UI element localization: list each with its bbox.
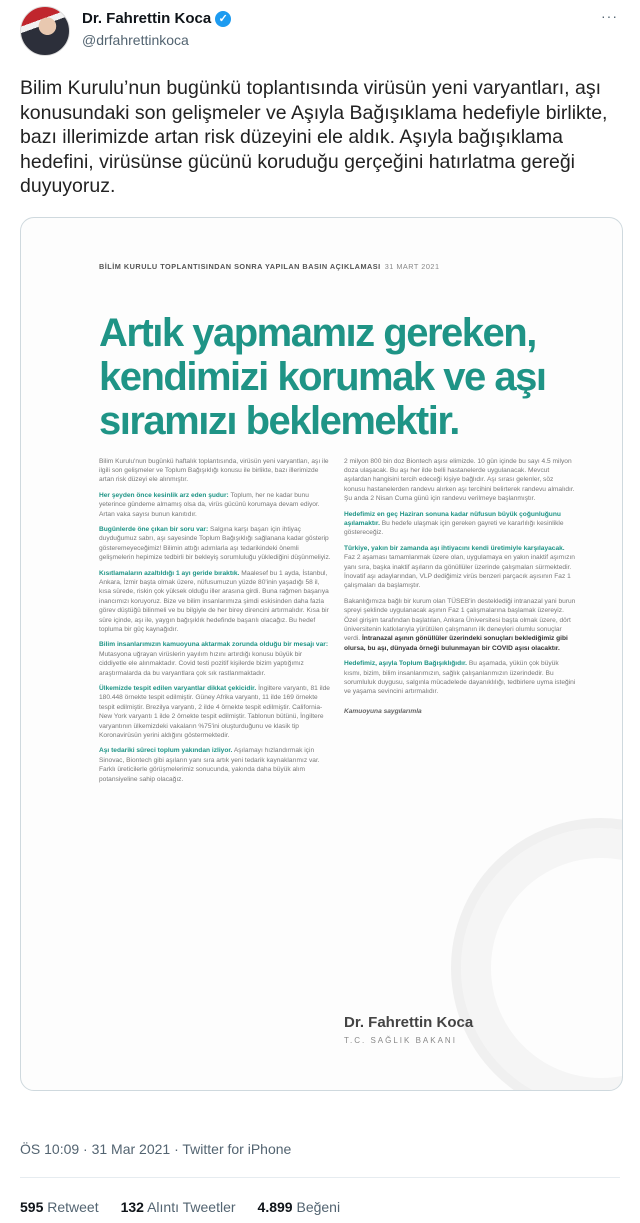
document-paragraph [344,597,576,653]
paragraph-body: Bakanlığımıza bağlı bir kurum olan TÜSEB'in desteklediği intranazal yani burun spreyi şeklinde uygulanacak aşının Faz 1 çalışmalarına başlamak üzereyiz. Özel girişim tarafından başlatılan, Ankara Üniversitesi başta olmak üzere, dört üniversitenin katkılarıyla yürütülen çalışmanın ilk deneyleri olumlu sonuçlar verdi. [344,597,576,643]
paragraph-body: Maalesef bu 1 ayda, İstanbul, Ankara, İzmir başta olmak üzere, nüfusumuzun yüzde 80'inin yaşadığı 58 il, kısa sürede, riskin çok yüksek olduğu iller arasına girdi. Buna rağmen başarıya inancımızı koruyoruz. Bize ve bilim insanlarımıza şimdi eskisinden daha fazla görev düştüğü bilinmeli ve bu bilgiyle de her birey direncini artırmalıdır. Kısa bir süre içinde, aşı ile, yaygın bağışıklık hedefinde başarılı olacağız. Bu hedef topluma bir güç kaynağıdır. [99,569,329,633]
author-name[interactable]: Dr. Fahrettin Koca ✓ [82,10,231,27]
paragraph-body: Faz 2 aşaması tamamlanmak üzere olan, uygulamaya en yakın inaktif aşımızın yanı sıra, başka inaktif aşıların da gönüllüler üzerinde çalışmaları sürmektedir. İnovatif aşı adaylarından, VLP dediğimiz virüs benzeri parçacık aşısının Faz 1 çalışmaları da başlamıştır. [344,554,575,590]
paragraph-lead: Ülkemizde tespit edilen varyantlar dikkat çekicidir. [99,685,257,693]
document-paragraph [99,640,331,678]
verified-badge-icon: ✓ [215,11,231,27]
paragraph-body: Mutasyona uğrayan virüslerin yayılım hızını artırdığı konusu büyük bir ciddiyetle ele alınmaktadır. Covid testi pozitif kişilerde bizim yaptığımız araştırmalarda da bu varyantlara çok sık rastlanmaktadır. [99,650,304,677]
paragraph-lead: Kısıtlamaların azaltıldığı 1 ayı geride bıraktık. [99,569,240,577]
tweet-header [0,0,640,70]
paragraph-emphasis: İntranazal aşının gönüllüler üzerindeki sonuçları beklediğimiz gibi olursa, bu aşı, dünyada örneği bulunmayan bir COVID aşısı olacaktır. [344,635,568,652]
document-paragraph [99,569,331,635]
document-headline: Artık yapmamız gereken, kendimizi korumak ve aşı sıramızı beklemektir. [99,310,546,443]
tweet-image[interactable] [20,217,623,1091]
paragraph-body: Toplum, her ne kadar bunu yeterince gündeme almamış olsa da, virüs gücünü korumaya devam ediyor. Artan vaka sayısı bunun kanıtıdır. [99,491,320,518]
document-date: 31 MART 2021 [384,261,440,271]
like-count[interactable]: 4.899 Beğeni [257,1199,341,1215]
document-right-column [344,457,576,791]
paragraph-body: Salgına karşı başarı için ihtiyaç duyduğumuz sabrı, aşı sayesinde Toplum Bağışıklığı sağlanana kadar gösterip gösteremeyeceğimiz! Bilimin attığı adımlarla aşı tedarikindeki önemli gelişmelerin hepimize tedbirli bir bekleyiş sorumluluğu yüklediğini düşünmeliyiz. [99,525,331,562]
paragraph-lead: Hedefimiz, aşıyla Toplum Bağışıklığıdır. [344,660,467,668]
closing-line: Kamuoyuna saygılarımla [344,707,422,715]
document-left-column [99,457,331,791]
paragraph-lead: Türkiye, yakın bir zamanda aşı ihtiyacını kendi üretimiyle karşılayacak. [344,544,565,552]
paragraph-lead: Aşı tedariki süreci toplum yakından izliyor. [99,747,233,755]
document-paragraph [99,525,331,563]
paragraph-lead: Her şeyden önce kesinlik arz eden şudur: [99,491,229,499]
paragraph-lead: Bilim insanlarımızın kamuoyuna aktarmak zorunda olduğu bir mesajı var: [99,641,329,649]
avatar[interactable] [20,6,70,56]
ministry-seal-watermark [451,818,623,1091]
paragraph-body: Bu aşamada, yükün çok büyük kısmı, bizim, bilim insanlarımızın, sağlık çalışanlarımızın üzerindedir. Bu sorumluluk duygusu, salgınla mücadelede dayanıklılığı, tedbirlere uyma isteğini ve yaşama sevincini artırmalıdır. [344,660,576,696]
tweet-stats [20,1199,340,1215]
paragraph-body: Bu hedefe ulaşmak için gereken gayreti ve kararlılığı kesinlikle göstereceğiz. [344,519,564,537]
signature-title: T.C. SAĞLIK BAKANI [344,1035,457,1045]
quote-count[interactable]: 132 Alıntı Tweetler [120,1199,236,1215]
document-paragraph [99,746,331,784]
paragraph-lead: Bugünlerde öne çıkan bir soru var: [99,525,209,533]
press-release-document [21,218,622,791]
document-paragraph [344,659,576,697]
document-paragraph [344,510,576,538]
paragraph-body: 2 milyon 800 bin doz Biontech aşısı elimizde. 10 gün içinde bu sayı 4.5 milyon doza ulaşacak. Bu aşı her ilde belli hastanelerde uygulanacak. Mevcut aşılardan hangisini tercih edeceği kişiye bağlıdır. Aşı sırası gelenler, söz konusu hastanelerden randevu alırken aşı tercihini belirterek randevu almalıdır. Şu anda 2 Nisan Cuma günü için randevu verilmeye başlanmıştır. [344,457,575,503]
document-paragraph [99,457,331,485]
paragraph-lead: Hedefimiz en geç Haziran sonuna kadar nüfusun büyük çoğunluğunu aşılamaktır. [344,510,561,527]
document-paragraph [99,684,331,740]
document-paragraph [344,457,576,504]
document-kicker: BİLİM KURULU TOPLANTISINDAN SONRA YAPILAN BASIN AÇIKLAMASI 31 MART 2021 [99,261,440,271]
document-paragraph [344,544,576,591]
author-handle[interactable]: @drfahrettinkoca [82,32,189,48]
retweet-count[interactable]: 595 Retweet [20,1199,99,1215]
paragraph-body: Aşılamayı hızlandırmak için Sinovac, Biontech gibi aşıların yanı sıra artık yeni tedarik kaynaklarımız var. Farklı üreticilerle görüşmelerimiz sonucunda, yakında daha büyük alım potansiyeline sahip olacağız. [99,747,320,783]
tweet-timestamp[interactable]: ÖS 10:09 · 31 Mar 2021 · Twitter for iPhone [20,1141,292,1157]
more-options-icon[interactable]: ··· [601,8,618,24]
paragraph-body: Bilim Kurulu'nun bugünkü haftalık toplantısında, virüsün yeni varyantları, aşı ile ilgili son gelişmeler ve Toplum Bağışıklığı konusu ile birlikte, bazı illerimizde artan risk düzeyi ele alınmıştır. [99,457,329,484]
document-paragraph [99,491,331,519]
paragraph-body: İngiltere varyantı, 81 ilde 180.448 örnekte tespit edilmiştir. Güney Afrika varyantı, 11 ilde 169 örnekte tespit edilmiştir. Brezilya varyantı, 2 ilde 4 örnekte tespit edilmiştir. California-New York varyantı 1 ilde 2 örnekte tespit edilmiştir. Tablonun bütünü, İngiltere varyantının ülkemizdeki vakaların %75'ini oluşturduğunu ve klasik tip Koronavirüsün yerini aldığını göstermektedir. [99,685,330,740]
document-columns [99,457,582,791]
divider [20,1177,620,1178]
tweet-text: Bilim Kurulu’nun bugünkü toplantısında virüsün yeni varyantları, aşı konusundaki son gelişmeler ve Aşıyla Bağışıklama hedefiyle birlikte, bazı illerimizde artan risk düzeyini ele aldık. Aşıyla bağışıklama hedefini, virüsünse gücünü koruduğu gerçeğini hatırlatma gereği duyuyoruz. [20,77,608,197]
signature-name: Dr. Fahrettin Koca [344,1013,474,1031]
